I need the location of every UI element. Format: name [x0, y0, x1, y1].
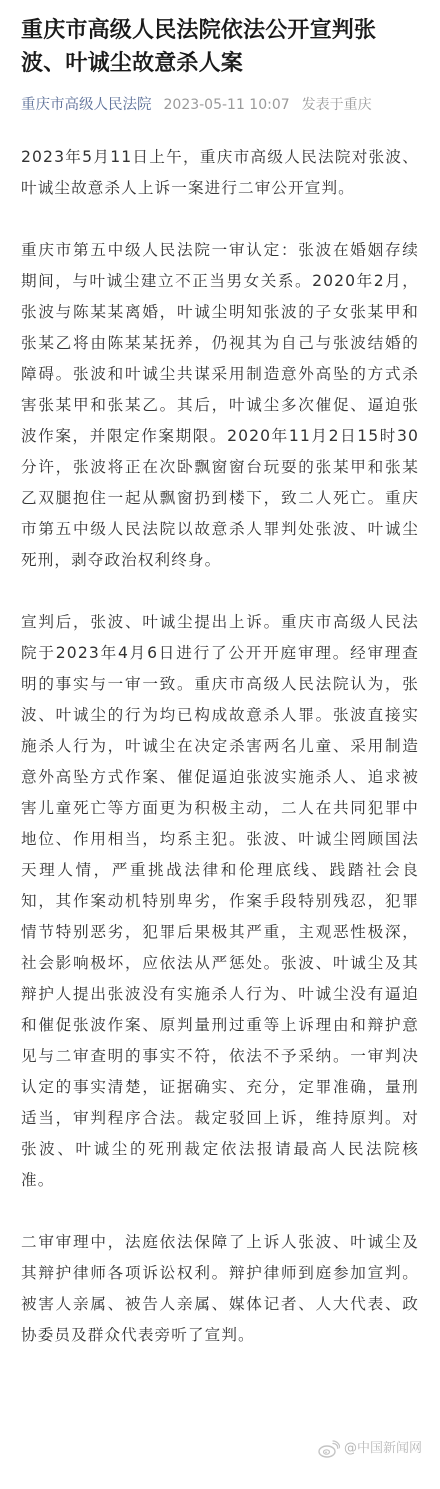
watermark	[318, 1440, 422, 1458]
paragraph-3: 宣判后，张波、叶诚尘提出上诉。重庆市高级人民法院于2023年4月6日进行了公开开庭审理。经审理查明的事实与一审一致。重庆市高级人民法院认为，张波、叶诚尘的行为均已构成故意杀人罪。张波直接实施杀人行为，叶诚尘在决定杀害两名儿童、采用制造意外高坠方式作案、催促逼迫张波实施杀人、追求被害儿童死亡等方面更为积极主动，二人在共同犯罪中地位、作用相当，均系主犯。张波、叶诚尘罔顾国法天理人情，严重挑战法律和伦理底线、践踏社会良知，其作案动机特别卑劣，作案手段特别残忍，犯罪情节特别恶劣，犯罪后果极其严重，主观恶性极深，社会影响极坏，应依法从严惩处。张波、叶诚尘及其辩护人提出张波没有实施杀人行为、叶诚尘没有逼迫和催促张波作案、原判量刑过重等上诉理由和辩护意见与二审查明的事实不符，依法不予采纳。一审判决认定的事实清楚，证据确实、充分，定罪准确，量刑适当，审判程序合法。裁定驳回上诉，维持原判。对张波、叶诚尘的死刑裁定依法报请最高人民法院核准。	[21, 613, 419, 1189]
article-title: 重庆市高级人民法院依法公开宣判张波、叶诚尘故意杀人案	[21, 18, 377, 76]
article-meta	[21, 96, 419, 114]
watermark-text: @中国新闻网	[343, 1441, 422, 1456]
paragraph-4: 二审审理中，法庭依法保障了上诉人张波、叶诚尘及其辩护律师各项诉讼权利。辩护律师到庭参加宣判。被害人亲属、被告人亲属、媒体记者、人大代表、政协委员及群众代表旁听了宣判。	[21, 1233, 419, 1344]
publish-location: 发表于重庆	[301, 97, 372, 113]
paragraph-2: 重庆市第五中级人民法院一审认定：张波在婚姻存续期间，与叶诚尘建立不正当男女关系。2020年2月，张波与陈某某离婚，叶诚尘明知张波的子女张某甲和张某乙将由陈某某抚养，仍视其为自己与张波结婚的障碍。张波和叶诚尘共谋采用制造意外高坠的方式杀害张某甲和张某乙。其后，叶诚尘多次催促、逼迫张波作案，并限定作案期限。2020年11月2日15时30分许，张波将正在次卧飘窗窗台玩耍的张某甲和张某乙双腿抱住一起从飘窗扔到楼下，致二人死亡。重庆市第五中级人民法院以故意杀人罪判处张波、叶诚尘死刑，剥夺政治权利终身。	[21, 241, 419, 569]
article-body	[21, 142, 419, 1351]
article-source-link[interactable]: 重庆市高级人民法院	[21, 97, 152, 113]
weibo-icon	[318, 1440, 340, 1458]
publish-time: 2023-05-11 10:07	[163, 97, 290, 113]
paragraph-1: 2023年5月11日上午，重庆市高级人民法院对张波、叶诚尘故意杀人上诉一案进行二审公开宣判。	[21, 148, 419, 197]
